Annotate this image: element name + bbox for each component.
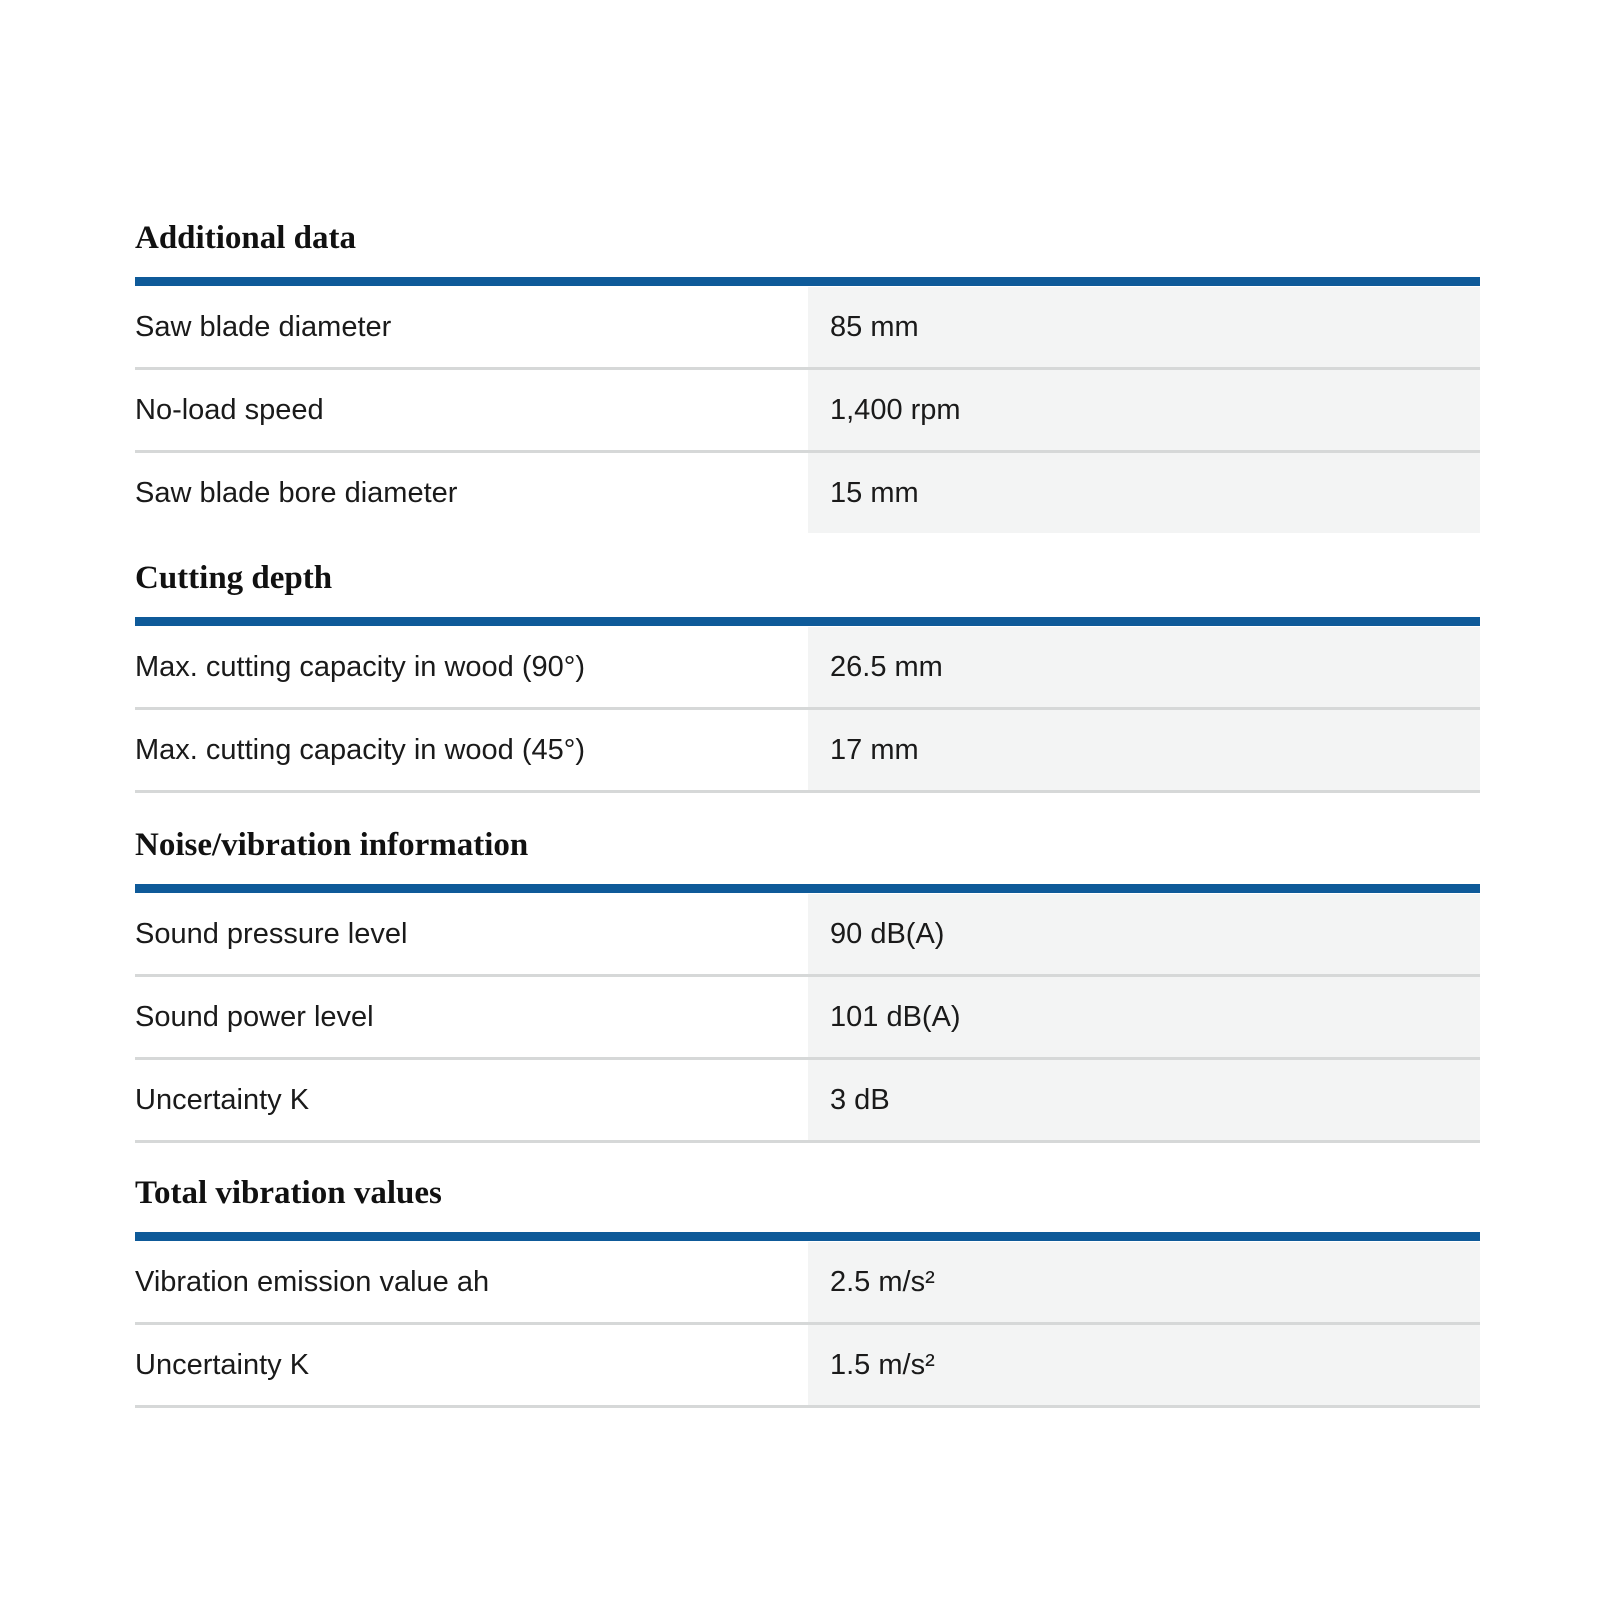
spec-label: Sound pressure level xyxy=(135,918,408,950)
row-divider xyxy=(135,1140,1480,1143)
spec-row xyxy=(135,710,1480,792)
spec-value: 1.5 m/s² xyxy=(808,1325,1480,1405)
section-title-total-vibration: Total vibration values xyxy=(135,1175,442,1211)
spec-label: Uncertainty K xyxy=(135,1349,310,1381)
spec-label: No-load speed xyxy=(135,394,324,426)
spec-label: Vibration emission value ah xyxy=(135,1266,490,1298)
spec-row xyxy=(135,894,1480,976)
section-rule xyxy=(135,277,1480,286)
spec-value: 15 mm xyxy=(808,453,1480,533)
spec-label: Saw blade diameter xyxy=(135,311,392,343)
section-rule xyxy=(135,1232,1480,1241)
spec-row xyxy=(135,287,1480,369)
spec-value: 90 dB(A) xyxy=(808,894,1480,974)
spec-value: 3 dB xyxy=(808,1060,1480,1140)
spec-value: 101 dB(A) xyxy=(808,977,1480,1057)
spec-value: 85 mm xyxy=(808,287,1480,367)
spec-value: 26.5 mm xyxy=(808,627,1480,707)
section-title-additional-data: Additional data xyxy=(135,220,356,256)
spec-label: Sound power level xyxy=(135,1001,374,1033)
section-title-noise-vibration: Noise/vibration information xyxy=(135,827,529,863)
spec-row xyxy=(135,627,1480,709)
spec-row xyxy=(135,1325,1480,1407)
spec-label: Uncertainty K xyxy=(135,1084,310,1116)
spec-label: Max. cutting capacity in wood (90°) xyxy=(135,651,586,683)
row-divider xyxy=(135,1405,1480,1408)
spec-label: Max. cutting capacity in wood (45°) xyxy=(135,734,586,766)
spec-label: Saw blade bore diameter xyxy=(135,477,458,509)
spec-value: 17 mm xyxy=(808,710,1480,790)
section-title-cutting-depth: Cutting depth xyxy=(135,560,333,596)
spec-row xyxy=(135,1242,1480,1324)
row-divider xyxy=(135,790,1480,793)
section-rule xyxy=(135,617,1480,626)
spec-value: 1,400 rpm xyxy=(808,370,1480,450)
spec-row xyxy=(135,370,1480,452)
spec-row xyxy=(135,453,1480,535)
spec-row xyxy=(135,977,1480,1059)
section-rule xyxy=(135,884,1480,893)
spec-row xyxy=(135,1060,1480,1142)
spec-value: 2.5 m/s² xyxy=(808,1242,1480,1322)
